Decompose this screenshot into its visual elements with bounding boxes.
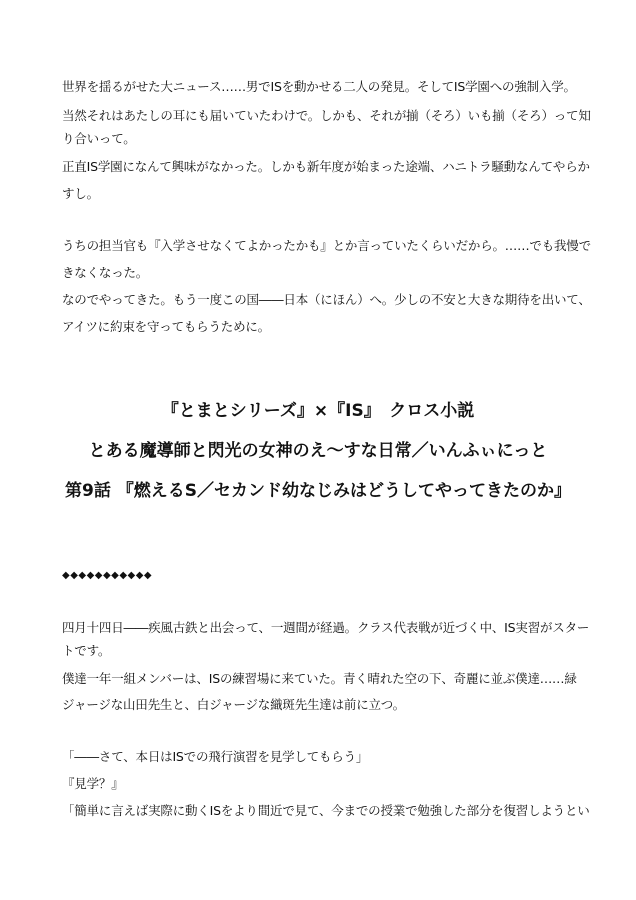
series-title: 『とまとシリーズ』×『IS』 クロス小説: [161, 401, 475, 421]
chapter-title: 第9話 『燃えるS／セカンド幼なじみはどうしてやってきたのか』: [65, 481, 571, 501]
body-line: 四月十四日――疾風古鉄と出会って、一週間が経過。クラス代表戦が近づく中、IS実習がスター: [62, 620, 590, 635]
section-separator: ◆◆◆◆◆◆◆◆◆◆◆: [62, 570, 153, 581]
intro-line: 世界を揺るがせた大ニュース……男でISを動かせる二人の発見。そしてIS学園への強制入学。: [62, 79, 576, 94]
intro-line: 当然それはあたしの耳にも届いていたわけで。しかも、それが揃（そろ）いも揃（そろ）って知: [62, 108, 591, 123]
intro-line: なのでやってきた。もう一度この国――日本（にほん）へ。少しの不安と大きな期待を出いて、: [62, 292, 591, 307]
intro-line: すし。: [62, 186, 99, 201]
intro-line: り合いって。: [62, 131, 136, 146]
intro-line: アイツに約束を守ってもらうために。: [62, 319, 270, 334]
body-line: トです。: [62, 643, 111, 658]
intro-line: 正直IS学園になんて興味がなかった。しかも新年度が始まった途端、ハニトラ騒動なんてやらか: [62, 159, 590, 174]
dialogue-line: 「――さて、本日はISでの飛行演習を見学してもらう」: [62, 749, 369, 764]
body-line: ジャージな山田先生と、白ジャージな織斑先生達は前に立つ。: [62, 697, 405, 712]
intro-line: うちの担当官も『入学させなくてよかったかも』とか言っていたくらいだから。……でも我慢で: [62, 238, 591, 253]
dialogue-line: 『見学？』: [62, 776, 124, 791]
intro-line: きなくなった。: [62, 265, 149, 280]
dialogue-line: 「簡単に言えば実際に動くISをより間近で見て、今までの授業で勉強した部分を復習しようとい: [62, 803, 590, 818]
story-title: とある魔導師と閃光の女神のえ～すな日常／いんふぃにっと: [88, 441, 548, 461]
body-line: 僕達一年一組メンバーは、ISの練習場に来ていた。青く晴れた空の下、奇麗に並ぶ僕達……緑: [62, 671, 577, 686]
